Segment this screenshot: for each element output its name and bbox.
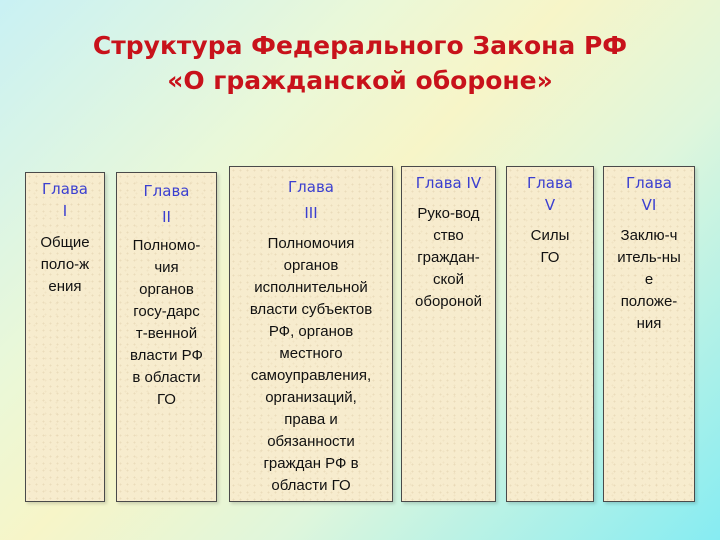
body-line: ство [433, 227, 464, 244]
chapter-heading [26, 173, 104, 222]
body-line: организаций, [265, 389, 357, 406]
body-line: ской [433, 271, 464, 288]
chapter-body [402, 203, 495, 313]
chapter-numeral: I [62, 202, 68, 220]
body-line: госу-дарс [133, 303, 200, 320]
body-line: в области [132, 369, 201, 386]
body-line: власти РФ [130, 347, 203, 364]
body-line: обороной [415, 293, 482, 310]
chapter-label: Глава [288, 178, 334, 196]
body-line: Руко-вод [417, 205, 480, 222]
chapter-label: Глава [527, 174, 573, 192]
chapter-heading [402, 167, 495, 194]
body-line: граждан- [417, 249, 480, 266]
body-line: исполнительной [254, 279, 368, 296]
chapter-body [26, 232, 104, 298]
body-line: самоуправления, [250, 367, 372, 384]
body-line: ния [636, 315, 662, 332]
body-line: органов [139, 281, 194, 298]
chapter-numeral: II [162, 208, 171, 226]
chapter-body [507, 225, 593, 269]
body-line: области ГО [271, 477, 351, 494]
body-line: чия [154, 259, 179, 276]
chapter-card-4 [401, 166, 496, 502]
slide-title [0, 28, 720, 98]
chapter-label: Глава [143, 182, 190, 200]
body-line: Силы [530, 227, 570, 244]
chapter-card-6 [603, 166, 695, 502]
chapter-label: Глава [626, 174, 672, 192]
body-line: поло-ж [40, 256, 90, 273]
body-line: ГО [157, 391, 176, 408]
body-line: ГО [540, 249, 560, 266]
chapter-heading [604, 167, 694, 216]
chapter-card-1 [25, 172, 105, 502]
chapter-body [117, 235, 216, 411]
body-line: е [644, 271, 654, 288]
body-line: права и [284, 411, 338, 428]
chapter-heading [507, 167, 593, 216]
chapter-numeral: V [544, 196, 556, 214]
body-line: обязанности [267, 433, 355, 450]
body-line: органов [283, 257, 339, 274]
chapter-label: Глава [42, 180, 88, 198]
body-line: положе- [620, 293, 678, 310]
chapter-card-3 [229, 166, 393, 502]
chapter-heading [230, 167, 392, 226]
chapter-heading [117, 173, 216, 230]
body-line: местного [279, 345, 343, 362]
body-line: ения [48, 278, 82, 295]
body-line: Заклю-ч [620, 227, 678, 244]
chapter-body [230, 233, 392, 497]
chapter-body [604, 225, 694, 335]
body-line: итель-ны [617, 249, 681, 266]
chapter-card-2 [116, 172, 217, 502]
chapter-numeral: VI [641, 196, 657, 214]
body-line: власти субъектов [249, 301, 373, 318]
title-line-1: Структура Федерального Закона РФ [92, 31, 628, 60]
chapter-card-5 [506, 166, 594, 502]
body-line: РФ, органов [268, 323, 354, 340]
body-line: т-венной [135, 325, 198, 342]
body-line: граждан РФ в [263, 455, 359, 472]
body-line: Полномо- [132, 237, 201, 254]
title-line-2: «О гражданской обороне» [167, 66, 553, 95]
chapter-label: Глава IV [415, 174, 482, 192]
body-line: Полномочия [267, 235, 355, 252]
chapter-numeral: III [304, 204, 318, 222]
body-line: Общие [40, 234, 90, 251]
